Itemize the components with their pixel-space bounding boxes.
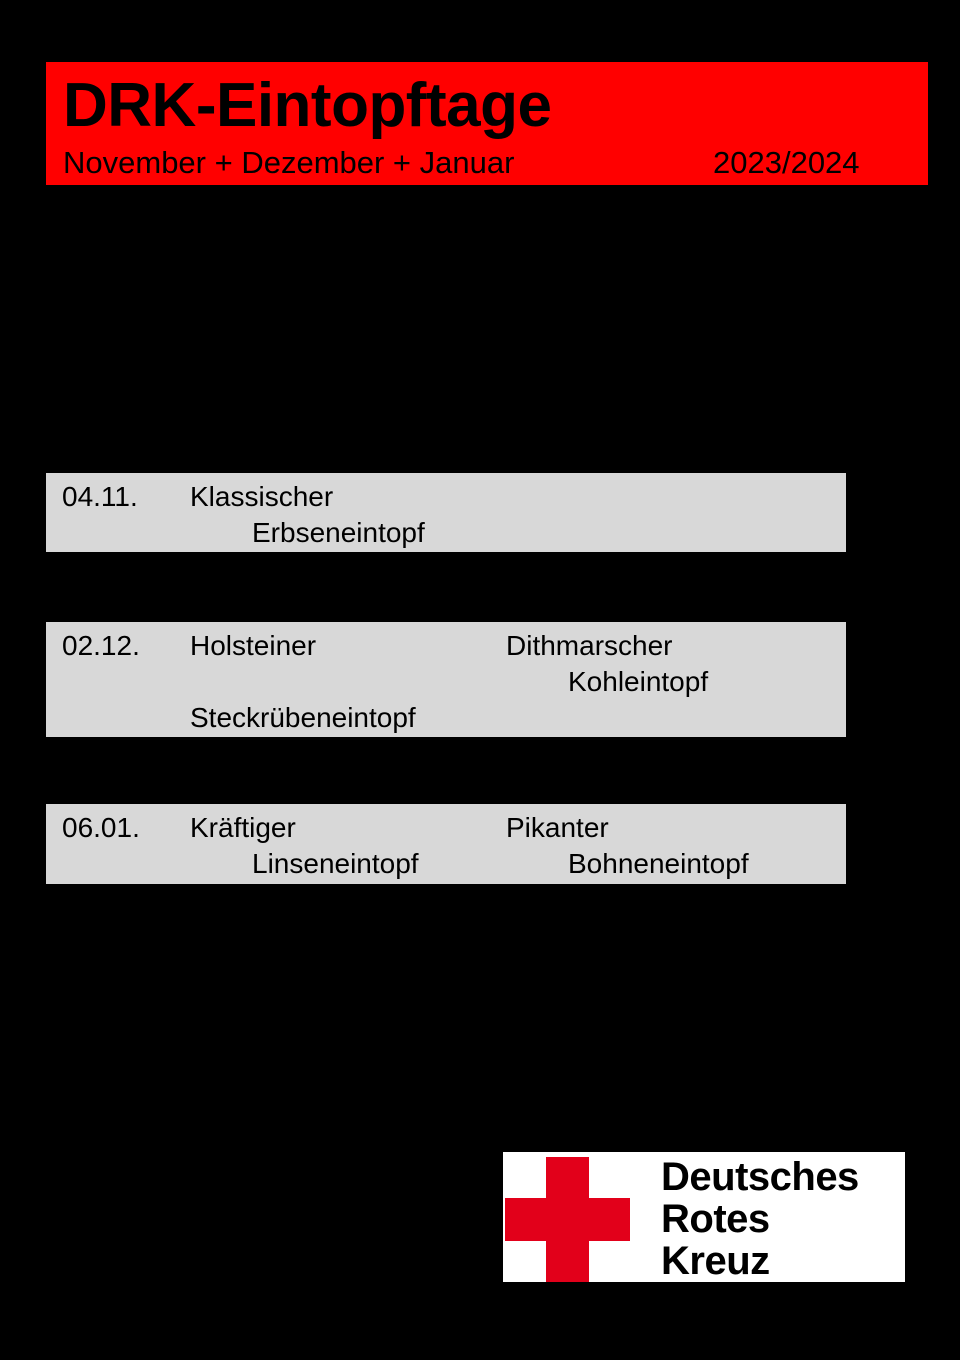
menu-row-november (46, 473, 846, 552)
dish-a-line-1: Klassischer (190, 481, 334, 512)
page-title: DRK-Eintopftage (63, 71, 552, 140)
red-cross-icon (505, 1157, 630, 1282)
menu-row-january (46, 804, 846, 884)
dish-a-line-2: Erbseneintopf (252, 517, 425, 548)
header-banner (46, 62, 928, 185)
dish-b-line-1: Dithmarscher (506, 630, 673, 661)
row-date: 02.12. (62, 630, 140, 661)
dish-a-line-1: Holsteiner (190, 630, 317, 661)
dish-a-line-2: Steckrübeneintopf (190, 702, 416, 733)
logo-wordmark (661, 1156, 859, 1282)
dish-b-line-2: Bohneneintopf (568, 848, 749, 879)
dish-b-line-1: Pikanter (506, 812, 609, 843)
logo-line-rotes: Rotes (661, 1197, 770, 1241)
dish-a-line-1: Kräftiger (190, 812, 296, 843)
season-label: 2023/2024 (713, 145, 860, 180)
logo-line-kreuz: Kreuz (661, 1239, 770, 1283)
cross-horizontal-bar (505, 1198, 630, 1241)
row-date: 04.11. (62, 481, 138, 512)
dish-b-line-2: Kohleintopf (568, 666, 709, 697)
row-date: 06.01. (62, 812, 140, 843)
logo-line-deutsches: Deutsches (661, 1155, 859, 1199)
months-subtitle: November + Dezember + Januar (63, 145, 515, 180)
menu-row-december (46, 622, 846, 737)
drk-logo (503, 1152, 905, 1282)
dish-a-line-2: Linseneintopf (252, 848, 419, 879)
